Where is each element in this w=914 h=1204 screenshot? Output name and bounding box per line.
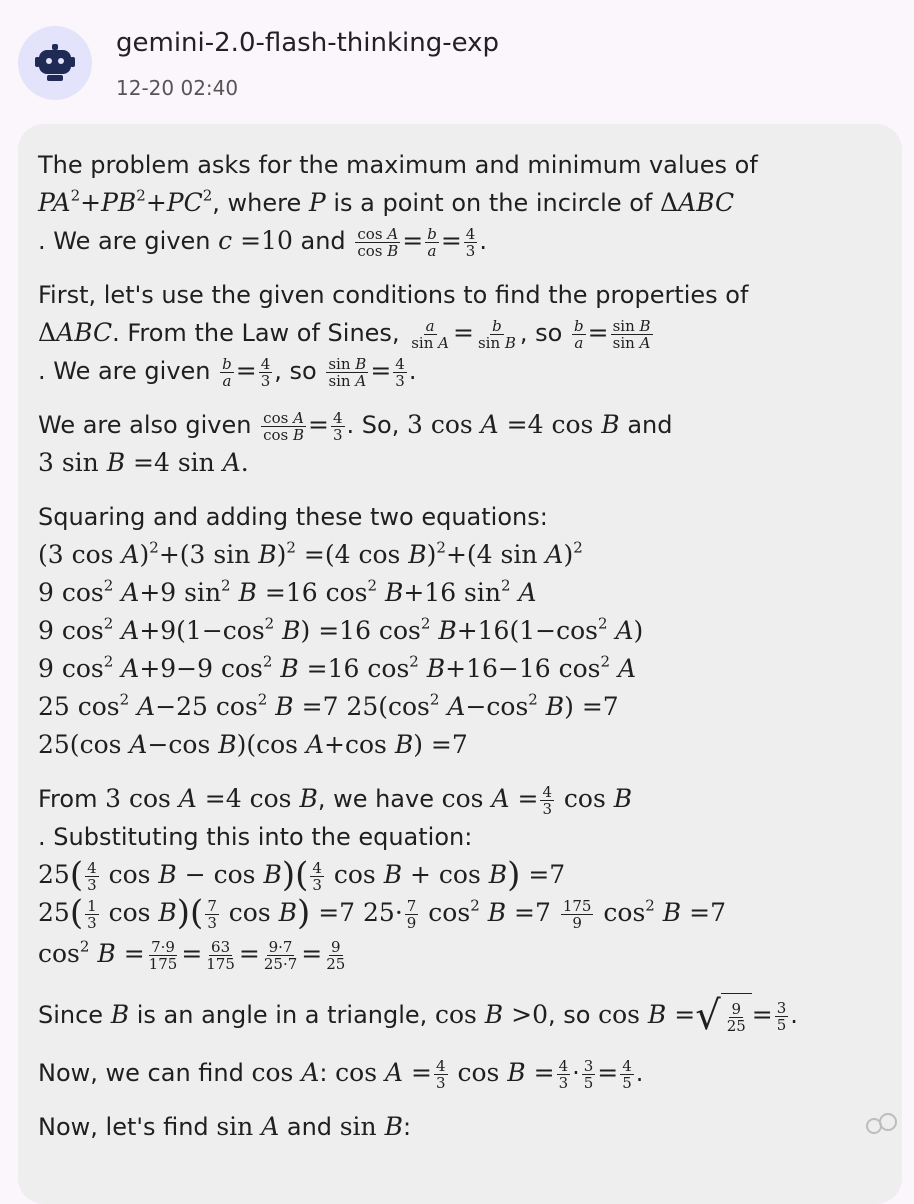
robot-icon (35, 44, 75, 82)
text: We are also given (38, 411, 252, 439)
math-line: 25( $\frac{4}{3}$ cos B − cos B)( $\frac{4}{3}$ cos B + cos B) =7 (38, 855, 566, 895)
fraction: $\frac{b}{\text{sin B}}$ (477, 316, 516, 352)
text-line (38, 184, 890, 222)
text-line: We are also given $\frac{\text{cos A}}{\text{cos B}}$ = $\frac{4}{3}$ . So, 3 cos A =4 cos B and (38, 408, 673, 444)
text: From (38, 785, 98, 813)
fraction: $\frac{b}{a}$ (222, 354, 232, 390)
paragraph-cos-a (38, 1054, 890, 1092)
text-line: From 3 cos A =4 cos B, we have cos A = $\frac{4}{3}$ cos B (38, 782, 633, 818)
watermark-icon (862, 1104, 902, 1144)
math-expression: cos A = (441, 784, 539, 813)
paragraph-cos-b (38, 992, 890, 1038)
text: . So, (346, 411, 400, 439)
response-content (38, 146, 890, 1162)
math-expression: ΔABC (660, 188, 735, 217)
fraction: $\frac{4}{3}$ (260, 354, 271, 390)
avatar[interactable] (18, 26, 92, 100)
text: : (319, 1059, 328, 1087)
math-line: 25(cos A−cos B)(cos A+cos B) =7 (38, 730, 468, 759)
math-expression: 3 cos A =4 cos B (105, 784, 318, 813)
math-line: 3 sin B =4 sin A. (38, 448, 249, 477)
fraction: $\frac{\text{cos A}}{\text{cos B}}$ (357, 224, 399, 260)
fraction: $\frac{\text{sin B}}{\text{sin A}}$ (328, 354, 367, 390)
text-line (38, 818, 890, 856)
fraction: $\frac{4}{3}$ (332, 408, 343, 444)
math-line: 9 $\cos^2 A+9-9$ $\cos^2 B =16$ $\cos^2 B+16-16$ $\cos^2 A$ (38, 652, 637, 683)
text: The problem asks for the maximum and minimum values of (38, 151, 758, 179)
math-line: (3 cos A)$^2$+(3 sin B)$^2$ =(4 cos B)$^2$+(4 sin A)$^2$ (38, 538, 583, 569)
text: . Substituting this into the equation: (38, 823, 473, 851)
text: , where (212, 189, 302, 217)
text: , so (519, 319, 563, 347)
text: . We are given (38, 357, 211, 385)
fraction: $\frac{3}{5}$ (776, 998, 787, 1034)
fraction: $\frac{\text{sin B}}{\text{sin A}}$ (612, 316, 651, 352)
paragraph-sin (38, 1108, 890, 1146)
text: . We are given (38, 227, 211, 255)
math-expression: P (308, 188, 326, 217)
model-name: gemini-2.0-flash-thinking-exp (116, 28, 500, 58)
math-expression: B (110, 1000, 130, 1029)
math-line: 9 $\cos^2 A+9$ $\sin^2 B =16$ $\cos^2 B+16$ $\sin^2 A$ (38, 576, 537, 607)
square-root: √ $\frac{9}{25}$ (695, 993, 752, 1040)
paragraph-problem (38, 146, 890, 260)
text-line: Since B is an angle in a triangle, cos B >0, so cos B = √ $\frac{9}{25}$ = $\frac{3}{5}$ . (38, 993, 798, 1039)
timestamp: 12-20 02:40 (116, 76, 239, 100)
text-line: Now, we can find cos A: cos A = $\frac{4}{3}$ cos B = $\frac{4}{3}$ · $\frac{3}{5}$ = $\frac{4}{5}$ . (38, 1056, 644, 1092)
text: . From the Law of Sines, (112, 319, 400, 347)
text: Now, let's find (38, 1113, 209, 1141)
fraction: $\frac{4}{3}$ (395, 354, 405, 390)
text-line (38, 146, 890, 184)
math-expression: cos A (251, 1058, 320, 1087)
math-expression: ΔABC (38, 318, 113, 347)
text: and (627, 411, 673, 439)
text-line: Now, let's find sin A and sin B: (38, 1112, 412, 1141)
paragraph-substitution (38, 780, 890, 976)
fraction: $\frac{b}{a}$ (427, 224, 437, 260)
math-expression: c =10 (218, 226, 293, 255)
math-expression: cos B = (598, 1000, 696, 1029)
math-line: 9 $\cos^2 A+9(1-\cos^2$ B) =16 $\cos^2 B+16(1-\cos^2$ A) (38, 614, 644, 645)
text-line (38, 276, 890, 314)
paragraph-given (38, 406, 890, 482)
math-line: 25 $\cos^2 A-25$ $\cos^2 B =7$ $25(\cos^2$ $A-\cos^2$ B) =7 (38, 690, 619, 721)
fraction: $\frac{4}{3}$ (465, 224, 476, 260)
response-bubble (18, 124, 902, 1204)
fraction: $\frac{4}{3}$ (542, 782, 552, 818)
text: , so (547, 1001, 591, 1029)
math-expression: sin B (339, 1112, 403, 1141)
text: , we have (317, 785, 434, 813)
message-header (18, 20, 898, 110)
math-expression: sin A (216, 1112, 280, 1141)
math-line: 25( $\frac{1}{3}$ cos B)( $\frac{7}{3}$ cos B) =7 25· $\frac{7}{9}$ $\cos^2 B =7$ $\frac{175}{9}$ $\cos^2 B =7$ (38, 893, 726, 933)
fraction: $\frac{a}{\text{sin A}}$ (411, 316, 449, 352)
text-line (38, 498, 890, 536)
fraction: $\frac{b}{a}$ (574, 316, 584, 352)
text: Squaring and adding these two equations: (38, 503, 548, 531)
text: is an angle in a triangle, (136, 1001, 428, 1029)
fraction: $\frac{\text{cos A}}{\text{cos B}}$ (263, 408, 305, 444)
text: is a point on the incircle of (333, 189, 653, 217)
text-line: . We are given c =10 and $\frac{\text{cos A}}{\text{cos B}}$ = $\frac{b}{a}$ = $\frac{4}{3}$ . (38, 224, 487, 260)
text: and (286, 1113, 333, 1141)
paragraph-law-of-sines (38, 276, 890, 390)
paragraph-squaring (38, 498, 890, 764)
math-expression: 3 cos A =4 cos B (406, 410, 620, 439)
math-expression: cos B >0 (434, 1000, 548, 1029)
text: Now, we can find (38, 1059, 244, 1087)
text: First, let's use the given conditions to find the properties of (38, 281, 749, 309)
text-line: ΔABC. From the Law of Sines, $\frac{a}{\text{sin A}}$ = $\frac{b}{\text{sin B}}$ , so $\frac{b}{a}$ = $\frac{\text{sin B}}{\text{sin A}}$ (38, 316, 651, 352)
text-line: . We are given $\frac{b}{a}$ = $\frac{4}{3}$ , so $\frac{\text{sin B}}{\text{sin A}}$ = $\frac{4}{3}$ . (38, 354, 417, 390)
math-line: $\cos^2 B$ = $\frac{7\cdot 9}{175}$ = $\frac{63}{175}$ = $\frac{9\cdot 7}{25\cdot 7}$ = $\frac{9}{25}$ (38, 937, 346, 973)
text: and (300, 227, 346, 255)
math-expression: $PA^2+PB^2+PC^2$ (38, 186, 213, 217)
text: , so (274, 357, 317, 385)
math-expression: cos A = (335, 1058, 432, 1087)
text: Since (38, 1001, 104, 1029)
